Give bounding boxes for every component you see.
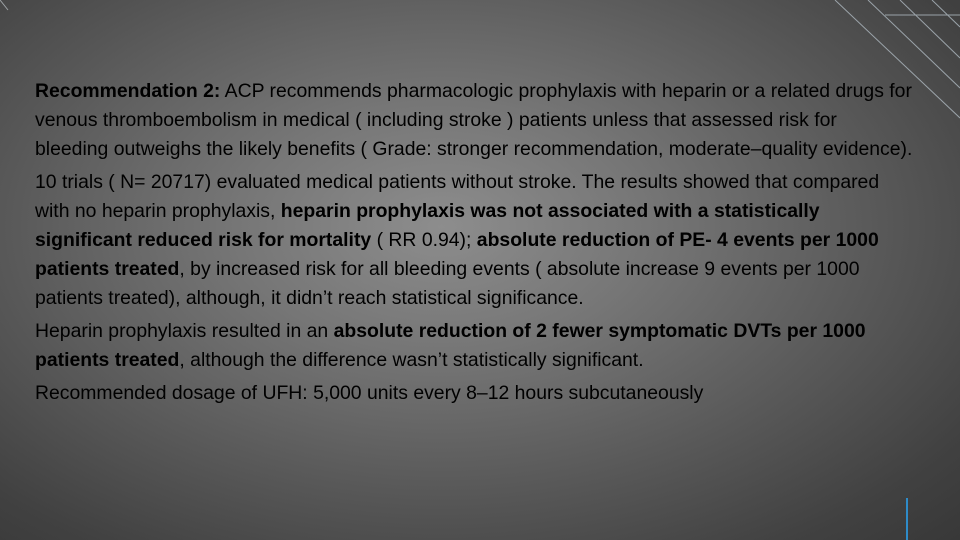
slide-body — [35, 77, 915, 408]
paragraph-trials — [35, 168, 915, 313]
paragraph-dvt — [35, 317, 915, 375]
paragraph-recommendation — [35, 77, 915, 164]
trials-intro: 10 trials ( N= 20717) evaluated medical patients without stroke. The results showed that compared with no heparin prophylaxis, — [35, 171, 880, 222]
dvt-significance: , although the difference wasn’t statistically significant. — [179, 349, 644, 371]
relative-risk: ( RR 0.94); — [371, 229, 477, 251]
pe-reduction-finding: absolute reduction of PE- 4 events per 1000 patients treated — [35, 229, 879, 280]
dvt-reduction-finding: absolute reduction of 2 fewer symptomatic DVTs per 1000 patients treated — [35, 320, 866, 371]
top-left-corner-lines — [0, 0, 8, 10]
recommendation-text: ACP recommends pharmacologic prophylaxis with heparin or a related drugs for venous thromboembolism in medical ( including stroke ) patients unless that assessed risk for bleeding outweighs the likely benefits ( Grade: stronger recommendation, moderate–quality evidence). — [35, 80, 913, 160]
mortality-finding: heparin prophylaxis was not associated with a statistically significant reduced risk for mortality — [35, 200, 820, 251]
dosage-text: Recommended dosage of UFH: 5,000 units every 8–12 hours subcutaneously — [35, 382, 704, 404]
dvt-intro: Heparin prophylaxis resulted in an — [35, 320, 334, 342]
recommendation-label: Recommendation 2: — [35, 80, 221, 102]
bleeding-finding: , by increased risk for all bleeding events ( absolute increase 9 events per 1000 patients treated), although, it didn’t reach statistical significance. — [35, 258, 860, 309]
paragraph-dosage — [35, 379, 915, 408]
